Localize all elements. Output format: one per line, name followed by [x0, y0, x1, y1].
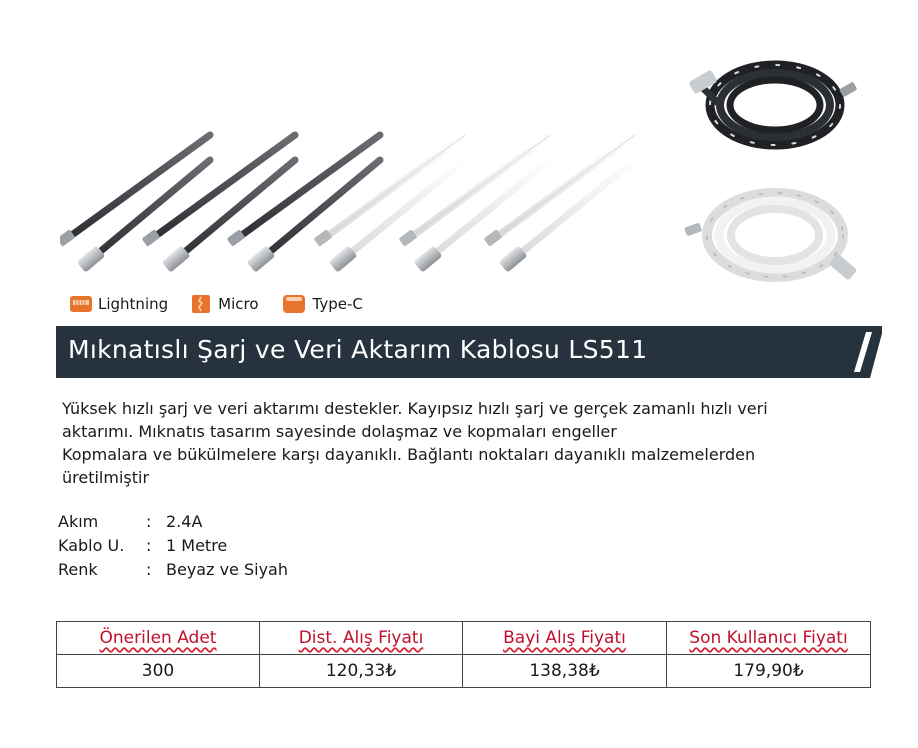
- header-end-user-price: Son Kullanıcı Fiyatı: [667, 622, 871, 655]
- value-end-user-price: 179,90₺: [667, 655, 871, 688]
- spec-label: Kablo U.: [58, 536, 125, 555]
- type-c-connector-icon: [281, 295, 307, 313]
- spec-value: Beyaz ve Siyah: [166, 560, 288, 579]
- spec-list: [58, 510, 288, 582]
- header-dealer-price: Bayi Alış Fiyatı: [463, 622, 667, 655]
- price-table-value-row: [57, 655, 871, 688]
- spec-row-current: [58, 510, 288, 534]
- spec-value: 2.4A: [166, 512, 203, 531]
- description-line: üretilmiştir: [62, 468, 150, 487]
- connector-legend: [70, 295, 385, 313]
- spec-colon: :: [146, 560, 152, 579]
- product-description: [62, 397, 882, 489]
- spec-row-length: [58, 534, 288, 558]
- description-line: Kopmalara ve bükülmelere karşı dayanıklı. Bağlantı noktaları dayanıklı malzemelerden: [62, 445, 756, 464]
- slash-decoration-icon: [862, 326, 882, 378]
- spec-label: Renk: [58, 560, 98, 579]
- description-line: aktarımı. Mıknatıs tasarım sayesinde dolaşmaz ve kopmaları engeller: [62, 422, 617, 441]
- lightning-connector-icon: [70, 295, 92, 313]
- header-distributor-price: Dist. Alış Fiyatı: [260, 622, 463, 655]
- spec-row-color: [58, 558, 288, 582]
- spec-label: Akım: [58, 512, 99, 531]
- title-banner: [56, 326, 882, 378]
- description-line: Yüksek hızlı şarj ve veri aktarımı destekler. Kayıpsız hızlı şarj ve gerçek zamanlı hızlı veri: [62, 399, 768, 418]
- page-title: Mıknatıslı Şarj ve Veri Aktarım Kablosu LS511: [68, 335, 648, 364]
- connector-label: Lightning: [98, 295, 169, 313]
- price-table-header-row: [57, 622, 871, 655]
- connector-label: Type-C: [312, 295, 363, 313]
- product-photo-coils: [680, 55, 870, 295]
- connector-lightning: [70, 295, 168, 313]
- value-distributor-price: 120,33₺: [260, 655, 463, 688]
- micro-connector-icon: [190, 295, 212, 313]
- price-table: [56, 621, 871, 688]
- value-recommended-qty: 300: [57, 655, 260, 688]
- spec-colon: :: [146, 536, 152, 555]
- spec-colon: :: [146, 512, 152, 531]
- connector-type-c: [281, 295, 363, 313]
- connector-micro: [190, 295, 258, 313]
- spec-value: 1 Metre: [166, 536, 228, 555]
- connector-label: Micro: [218, 295, 259, 313]
- product-photo-cables: [60, 120, 650, 280]
- header-recommended-qty: Önerilen Adet: [57, 622, 260, 655]
- value-dealer-price: 138,38₺: [463, 655, 667, 688]
